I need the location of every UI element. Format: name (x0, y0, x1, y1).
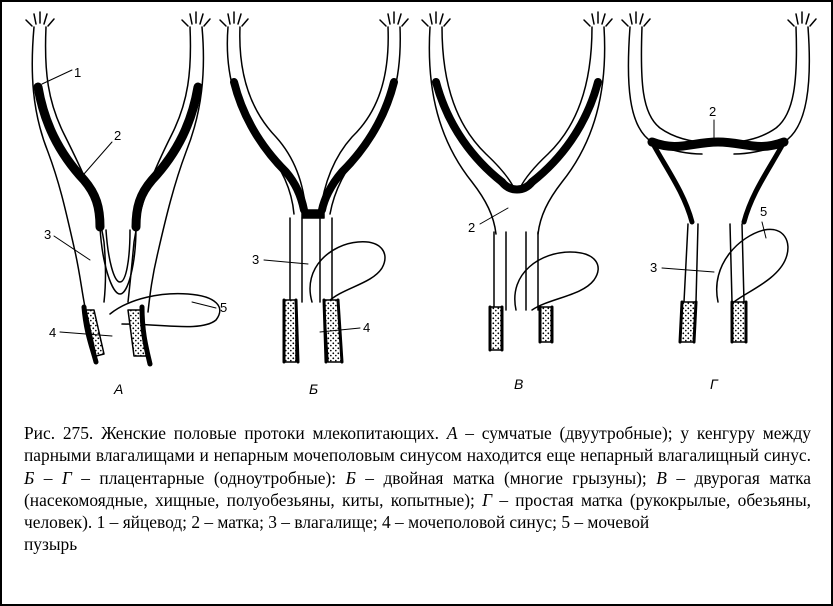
fimbria-left-a (26, 12, 54, 26)
fimbria-right-b (380, 12, 408, 26)
bladder-b (310, 242, 385, 302)
uterus-g (652, 142, 784, 146)
caption-text (24, 423, 811, 532)
panel-g-diagram (622, 12, 816, 342)
panel-a-diagram (26, 12, 220, 364)
vagina-v (494, 232, 538, 310)
callout-g-2: 2 (709, 104, 717, 119)
urogenital-sinus-v-right (540, 307, 552, 342)
urogenital-sinus-v-left (490, 307, 502, 350)
callout-a-3: 3 (44, 227, 52, 242)
panel-v-diagram (422, 12, 612, 350)
bladder-v (515, 252, 598, 310)
fimbria-left-g (622, 12, 650, 26)
caption-segment: – сумчатые (двуутробные); у кенгуру между парными влагалищами и непарным мочеполовым синусом находится еще непарный влагалищный синус. (24, 423, 811, 466)
urogenital-sinus-g-right (732, 302, 746, 342)
callout-a-5: 5 (220, 300, 228, 315)
leader-a-5 (192, 302, 216, 308)
left-horn-v-wall (436, 82, 502, 182)
panel-a-letter: А (114, 381, 124, 397)
left-uterus-a (38, 87, 100, 227)
caption-panel-letter: Б (345, 467, 356, 488)
fimbria-left-b (220, 12, 248, 26)
caption-segment: – плацентарные (одноутробные): (71, 467, 346, 488)
left-uterus-b (234, 82, 304, 210)
vagina-b (290, 218, 332, 302)
vagina-g (684, 224, 744, 302)
fimbria-right-v (584, 12, 612, 26)
callout-v-2: 2 (468, 220, 476, 235)
bladder-a (110, 294, 220, 327)
fimbria-right-g (788, 12, 816, 26)
callout-b-4: 4 (363, 320, 371, 335)
caption-last-line: пузырь (24, 534, 78, 555)
panel-b-diagram (220, 12, 408, 362)
callout-g-5: 5 (760, 204, 768, 219)
caption-segment: – (34, 467, 62, 488)
fimbria-left-v (422, 12, 450, 26)
left-horn-v-outer (429, 27, 496, 234)
caption-panel-letter: Б (24, 467, 35, 488)
left-duct-b-outer (227, 27, 294, 214)
callout-g-3: 3 (650, 260, 658, 275)
caption-panel-letter: В (656, 467, 667, 488)
caption-segment: Рис. 275. Женские половые протоки млекопитающих. (24, 423, 447, 443)
lateral-vaginae-a-inner (106, 230, 130, 282)
panel-b-letter: Б (309, 381, 319, 397)
right-oviduct-g-inner (732, 27, 796, 142)
caption-segment: – двурогая матка (насекомоядные, хищные, полуобезьяны, киты, копытные); (24, 467, 812, 510)
reproductive-ducts-figure (2, 2, 831, 417)
caption-panel-letter: Г (482, 489, 493, 510)
callout-a-2: 2 (114, 128, 122, 143)
left-oviduct-g-inner (641, 27, 704, 142)
panel-g-letter: Г (710, 376, 718, 392)
caption-panel-letter: Г (61, 467, 72, 488)
callout-b-3: 3 (252, 252, 260, 267)
leader-a-2 (84, 142, 112, 174)
figure-caption (24, 422, 811, 556)
callout-a-4: 4 (49, 325, 57, 340)
callout-a-1: 1 (74, 65, 82, 80)
panel-v-letter: В (514, 376, 524, 392)
fimbria-right-a (182, 12, 210, 26)
left-oviduct-g-outer (628, 27, 702, 154)
uterus-body-v (502, 182, 532, 190)
right-uterus-a (136, 87, 198, 227)
right-horn-v-outer (538, 27, 605, 234)
bladder-g (717, 229, 788, 302)
caption-panel-letter: А (446, 423, 458, 443)
right-uterus-b (322, 82, 394, 210)
urogenital-sinus-b-left (284, 300, 296, 362)
leader-g-3 (662, 268, 714, 272)
caption-segment: – двойная матка (многие грызуны); (355, 467, 657, 488)
cervix-b (302, 210, 324, 218)
right-horn-v-wall (532, 82, 598, 182)
right-oviduct-g-outer (734, 27, 809, 154)
caption-segment: – простая матка (рукокрылые, обезьяны, человек). 1 – яйцевод; 2 – матка; 3 – влагалище; 4 – мочеполовой синус; 5 – мочевой (24, 489, 812, 533)
